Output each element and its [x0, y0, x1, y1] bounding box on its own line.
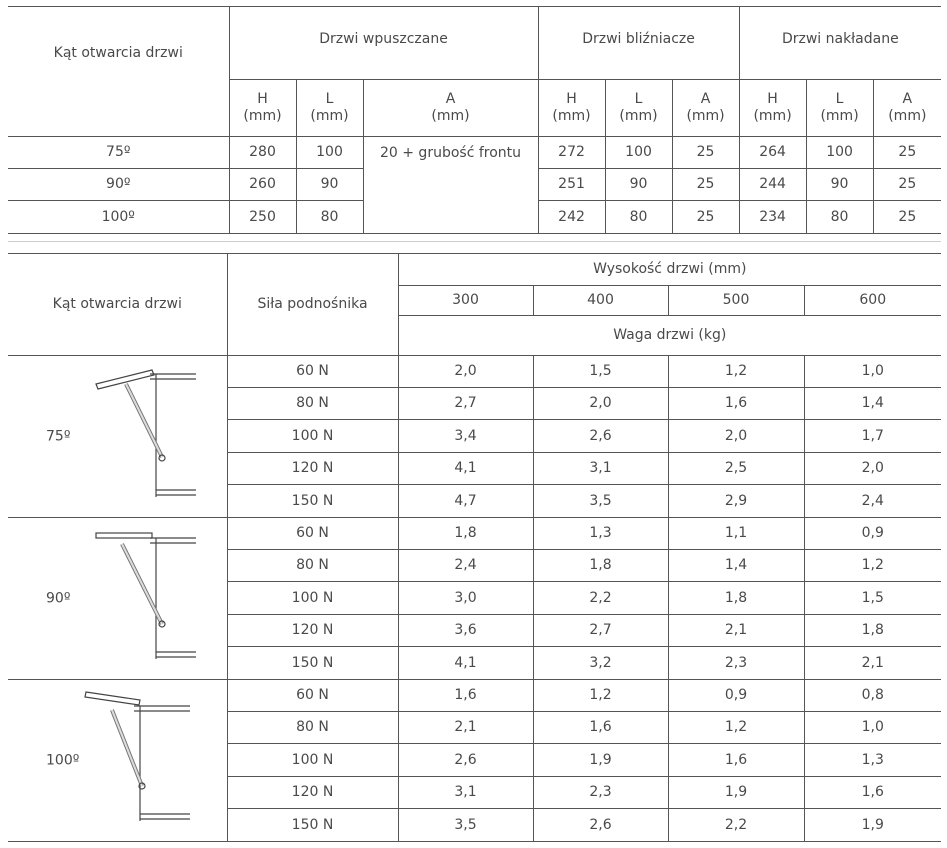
value-cell: 25	[873, 137, 941, 169]
weight-value-cell: 1,2	[533, 680, 668, 712]
divider	[8, 241, 941, 242]
value-cell: 242	[538, 201, 605, 234]
weight-value-cell: 1,6	[533, 712, 668, 744]
value-cell: 100	[296, 137, 363, 169]
weight-value-cell: 1,0	[804, 356, 941, 388]
strut-force-cell: 150 N	[227, 485, 398, 518]
weight-value-cell: 4,1	[398, 453, 533, 485]
header-opening-angle: Kąt otwarcia drzwi	[8, 7, 229, 137]
value-cell: 272	[538, 137, 605, 169]
strut-force-cell: 80 N	[227, 550, 398, 582]
value-cell: 244	[739, 169, 806, 201]
value-cell: 260	[229, 169, 296, 201]
weight-value-cell: 1,9	[533, 744, 668, 777]
value-cell: 90	[806, 169, 873, 201]
subheader-h: H (mm)	[739, 80, 806, 137]
weight-value-cell: 1,7	[804, 420, 941, 453]
value-cell: 264	[739, 137, 806, 169]
weight-value-cell: 3,0	[398, 582, 533, 615]
weight-value-cell: 2,1	[398, 712, 533, 744]
weight-value-cell: 0,9	[668, 680, 804, 712]
value-cell: 251	[538, 169, 605, 201]
strut-force-cell: 120 N	[227, 615, 398, 647]
subheader-l: L (mm)	[605, 80, 672, 137]
weight-value-cell: 3,6	[398, 615, 533, 647]
header-overlay-doors: Drzwi nakładane	[739, 7, 941, 80]
strut-force-cell: 120 N	[227, 453, 398, 485]
strut-force-cell: 80 N	[227, 712, 398, 744]
weight-value-cell: 3,1	[533, 453, 668, 485]
weight-value-cell: 2,7	[533, 615, 668, 647]
angle-label: 90º	[46, 590, 71, 606]
subheader-h: H (mm)	[538, 80, 605, 137]
table-row	[8, 518, 941, 550]
opening-angle-cell	[8, 518, 227, 680]
weight-value-cell: 1,5	[804, 582, 941, 615]
gas-strut-90-icon	[78, 524, 208, 664]
subheader-a: A (mm)	[363, 80, 538, 137]
strut-force-cell: 150 N	[227, 809, 398, 842]
subheader-l: L (mm)	[806, 80, 873, 137]
weight-value-cell: 3,1	[398, 777, 533, 809]
header-door-height: Wysokość drzwi (mm)	[398, 254, 941, 286]
value-cell: 25	[672, 169, 739, 201]
subheader-l: L (mm)	[296, 80, 363, 137]
table-row	[8, 680, 941, 712]
weight-value-cell: 2,0	[668, 420, 804, 453]
value-cell: 80	[605, 201, 672, 234]
weight-value-cell: 2,3	[533, 777, 668, 809]
angle-cell: 100º	[8, 201, 229, 234]
header-twin-doors: Drzwi bliźniacze	[538, 7, 739, 80]
strut-force-cell: 120 N	[227, 777, 398, 809]
value-cell: 25	[672, 137, 739, 169]
weight-value-cell: 4,7	[398, 485, 533, 518]
gas-strut-90-icon	[78, 524, 208, 669]
header-strut-force: Siła podnośnika	[227, 254, 398, 356]
weight-value-cell: 4,1	[398, 647, 533, 680]
gas-strut-100-icon	[78, 686, 208, 831]
weight-value-cell: 1,6	[804, 777, 941, 809]
weight-value-cell: 1,2	[804, 550, 941, 582]
weight-value-cell: 2,2	[668, 809, 804, 842]
strut-force-cell: 100 N	[227, 582, 398, 615]
strut-force-cell: 60 N	[227, 680, 398, 712]
value-cell: 234	[739, 201, 806, 234]
strut-force-cell: 150 N	[227, 647, 398, 680]
subheader-h: H (mm)	[229, 80, 296, 137]
strut-force-cell: 60 N	[227, 356, 398, 388]
value-cell: 25	[873, 201, 941, 234]
weight-value-cell: 1,8	[668, 582, 804, 615]
weight-value-cell: 2,4	[398, 550, 533, 582]
weight-value-cell: 1,0	[804, 712, 941, 744]
header-opening-angle: Kąt otwarcia drzwi	[8, 254, 227, 356]
angle-cell: 90º	[8, 169, 229, 201]
weight-value-cell: 2,2	[533, 582, 668, 615]
weight-value-cell: 1,8	[804, 615, 941, 647]
value-cell: 80	[806, 201, 873, 234]
weight-value-cell: 1,1	[668, 518, 804, 550]
opening-angle-cell	[8, 356, 227, 518]
weight-value-cell: 1,3	[533, 518, 668, 550]
weight-value-cell: 1,6	[668, 388, 804, 420]
weight-value-cell: 1,8	[398, 518, 533, 550]
weight-value-cell: 1,2	[668, 356, 804, 388]
value-cell: 100	[605, 137, 672, 169]
angle-label: 100º	[46, 752, 80, 768]
height-600: 600	[804, 286, 941, 316]
weight-value-cell: 2,6	[398, 744, 533, 777]
weight-value-cell: 2,9	[668, 485, 804, 518]
weight-value-cell: 3,5	[398, 809, 533, 842]
gas-strut-weight-table	[8, 253, 941, 842]
value-cell: 280	[229, 137, 296, 169]
weight-value-cell: 2,0	[398, 356, 533, 388]
weight-value-cell: 2,1	[804, 647, 941, 680]
height-500: 500	[668, 286, 804, 316]
value-cell: 100	[806, 137, 873, 169]
weight-value-cell: 1,4	[668, 550, 804, 582]
value-cell: 90	[296, 169, 363, 201]
strut-force-cell: 80 N	[227, 388, 398, 420]
gas-strut-75-icon	[78, 362, 208, 507]
value-cell: 25	[873, 169, 941, 201]
weight-value-cell: 2,0	[804, 453, 941, 485]
value-cell: 80	[296, 201, 363, 234]
value-cell: 25	[672, 201, 739, 234]
subheader-a: A (mm)	[873, 80, 941, 137]
strut-force-cell: 100 N	[227, 744, 398, 777]
weight-value-cell: 2,1	[668, 615, 804, 647]
value-cell: 90	[605, 169, 672, 201]
angle-cell: 75º	[8, 137, 229, 169]
weight-value-cell: 1,4	[804, 388, 941, 420]
weight-value-cell: 3,2	[533, 647, 668, 680]
angle-label: 75º	[46, 428, 71, 444]
weight-value-cell: 2,0	[533, 388, 668, 420]
weight-value-cell: 1,2	[668, 712, 804, 744]
header-inset-doors: Drzwi wpuszczane	[229, 7, 538, 80]
gas-strut-100-icon	[78, 686, 208, 826]
weight-value-cell: 2,4	[804, 485, 941, 518]
weight-value-cell: 2,3	[668, 647, 804, 680]
weight-value-cell: 0,8	[804, 680, 941, 712]
weight-value-cell: 2,6	[533, 809, 668, 842]
weight-value-cell: 1,8	[533, 550, 668, 582]
weight-value-cell: 2,5	[668, 453, 804, 485]
gas-strut-75-icon	[78, 362, 208, 502]
weight-value-cell: 1,6	[668, 744, 804, 777]
table-row	[8, 137, 941, 169]
weight-value-cell: 1,9	[668, 777, 804, 809]
weight-value-cell: 2,7	[398, 388, 533, 420]
mounting-dimensions-table	[8, 6, 941, 234]
strut-force-cell: 60 N	[227, 518, 398, 550]
value-cell: 250	[229, 201, 296, 234]
weight-value-cell: 0,9	[804, 518, 941, 550]
table-row	[8, 356, 941, 388]
height-400: 400	[533, 286, 668, 316]
weight-value-cell: 1,9	[804, 809, 941, 842]
weight-value-cell: 3,5	[533, 485, 668, 518]
opening-angle-cell	[8, 680, 227, 842]
inset-a-note: 20 + grubość frontu	[363, 137, 538, 234]
height-300: 300	[398, 286, 533, 316]
weight-value-cell: 1,3	[804, 744, 941, 777]
header-door-weight: Waga drzwi (kg)	[398, 316, 941, 356]
strut-force-cell: 100 N	[227, 420, 398, 453]
subheader-a: A (mm)	[672, 80, 739, 137]
weight-value-cell: 1,5	[533, 356, 668, 388]
weight-value-cell: 2,6	[533, 420, 668, 453]
weight-value-cell: 3,4	[398, 420, 533, 453]
weight-value-cell: 1,6	[398, 680, 533, 712]
